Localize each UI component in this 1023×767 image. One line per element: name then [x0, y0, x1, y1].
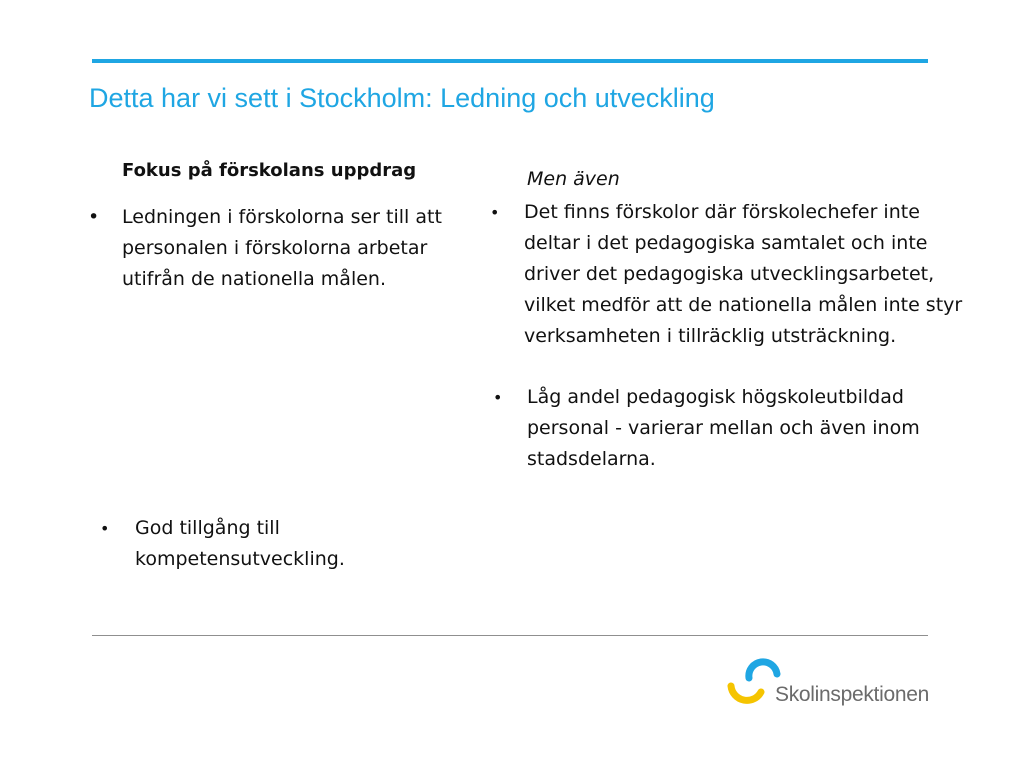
right-column-heading: Men även [527, 168, 620, 190]
slide-title: Detta har vi sett i Stockholm: Ledning och utveckling [89, 83, 715, 113]
top-accent-rule [92, 59, 928, 63]
left-bullet-text: Ledningen i förskolorna ser till att personalen i förskolorna arbetar utifrån de nationella målen. [122, 206, 442, 290]
left-column-heading: Fokus på förskolans uppdrag [122, 160, 417, 181]
bullet-marker: • [493, 388, 503, 407]
bullet-marker: • [100, 519, 110, 538]
right-bullet-text: Det finns förskolor där förskolechefer inte deltar i det pedagogiska samtalet och inte driver det pedagogiska utvecklingsarbetet, vilket medför att de nationella målen inte styr verksamheten i tillräcklig utsträckning. [524, 201, 963, 347]
left-extra-bullet-text: God tillgång till kompetensutveckling. [135, 517, 345, 570]
right-bullet-text: Låg andel pedagogisk högskoleutbildad personal - varierar mellan och även inom stadsdelarna. [527, 386, 920, 470]
logo-wordmark: Skolinspektionen [775, 683, 929, 706]
bullet-marker: • [88, 206, 100, 228]
skolinspektionen-logo [727, 656, 932, 712]
bullet-marker: • [490, 203, 500, 222]
bottom-divider [92, 635, 928, 636]
